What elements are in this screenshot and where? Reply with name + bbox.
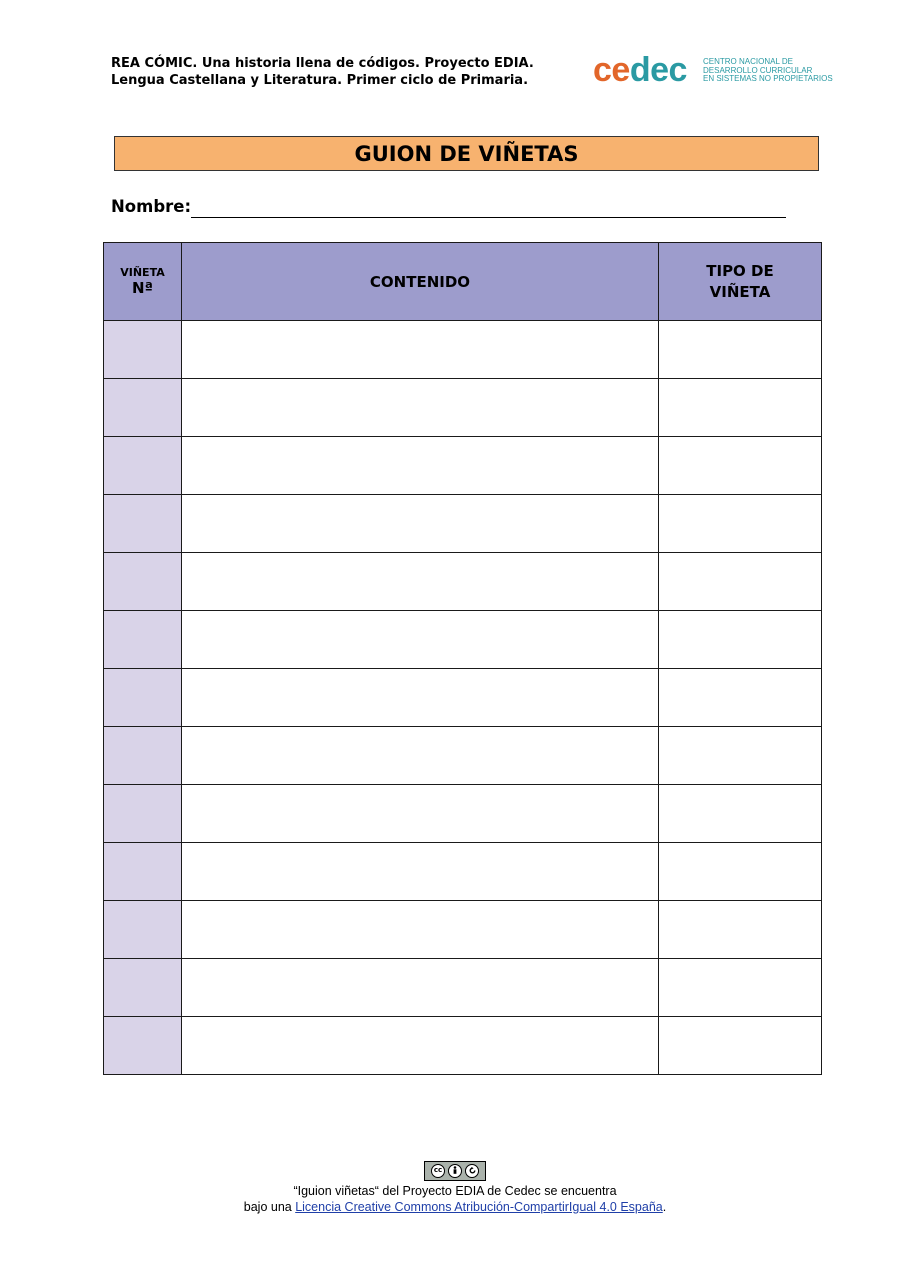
cell-content[interactable]: [182, 437, 659, 495]
table-row: [104, 727, 822, 785]
license-text: [0, 1183, 910, 1215]
header-panel-number-line-1: VIÑETA: [120, 266, 165, 279]
logo-wordmark: [593, 52, 687, 88]
cell-content[interactable]: [182, 553, 659, 611]
cell-panel-number[interactable]: [104, 495, 182, 553]
header-panel-number-line-2: Nª: [131, 279, 153, 297]
cell-panel-type[interactable]: [659, 553, 822, 611]
logo-word-dec: dec: [629, 51, 687, 89]
logo-subtitle-line-1: CENTRO NACIONAL DE: [703, 57, 793, 66]
cedec-logo: [593, 51, 833, 92]
cell-panel-number[interactable]: [104, 785, 182, 843]
share-alike-icon: [465, 1164, 479, 1178]
cell-content[interactable]: [182, 321, 659, 379]
cell-panel-number[interactable]: [104, 959, 182, 1017]
cell-panel-number[interactable]: [104, 379, 182, 437]
cell-panel-number[interactable]: [104, 901, 182, 959]
license-line-2: [0, 1199, 910, 1215]
cell-content[interactable]: [182, 611, 659, 669]
header-line-1: REA CÓMIC. Una historia llena de códigos. Proyecto EDIA.: [111, 56, 534, 71]
cell-panel-type[interactable]: [659, 1017, 822, 1075]
table-row: [104, 785, 822, 843]
cell-panel-type[interactable]: [659, 379, 822, 437]
header-content: CONTENIDO: [182, 243, 659, 321]
table-row: [104, 321, 822, 379]
license-line-2-suffix: .: [662, 1199, 667, 1214]
cell-panel-type[interactable]: [659, 901, 822, 959]
name-write-line[interactable]: [191, 217, 786, 218]
cc-by-sa-icon[interactable]: [424, 1161, 486, 1181]
table-row: [104, 1017, 822, 1075]
license-line-2-prefix: bajo una: [243, 1199, 296, 1214]
cell-panel-number[interactable]: [104, 321, 182, 379]
cell-content[interactable]: [182, 959, 659, 1017]
cell-content[interactable]: [182, 843, 659, 901]
cell-panel-number[interactable]: [104, 553, 182, 611]
name-field: [111, 197, 791, 219]
cell-panel-type[interactable]: [659, 437, 822, 495]
storyboard-table: [103, 242, 822, 1075]
logo-subtitle: [703, 58, 833, 84]
table-row: [104, 669, 822, 727]
page-title: GUION DE VIÑETAS: [114, 136, 819, 171]
cell-content[interactable]: [182, 495, 659, 553]
attribution-icon: [448, 1164, 462, 1178]
cell-panel-number[interactable]: [104, 669, 182, 727]
cell-panel-type[interactable]: [659, 321, 822, 379]
cell-content[interactable]: [182, 901, 659, 959]
header-panel-type-line-2: VIÑETA: [709, 282, 771, 301]
table-header-row: [104, 243, 822, 321]
name-label: Nombre:: [111, 197, 192, 216]
cell-content[interactable]: [182, 379, 659, 437]
license-footer: [0, 1157, 910, 1215]
header-line-2: Lengua Castellana y Literatura. Primer ciclo de Primaria.: [111, 73, 529, 88]
cc-icon: cc: [431, 1164, 445, 1178]
table-row: [104, 611, 822, 669]
cell-panel-number[interactable]: [104, 611, 182, 669]
table-row: [104, 379, 822, 437]
cell-panel-type[interactable]: [659, 785, 822, 843]
cell-panel-number[interactable]: [104, 437, 182, 495]
table-row: [104, 843, 822, 901]
cell-content[interactable]: [182, 1017, 659, 1075]
cell-panel-type[interactable]: [659, 611, 822, 669]
cell-panel-number[interactable]: [104, 727, 182, 785]
cell-panel-type[interactable]: [659, 727, 822, 785]
table-row: [104, 901, 822, 959]
cell-panel-number[interactable]: [104, 843, 182, 901]
logo-subtitle-line-2: DESARROLLO CURRICULAR: [703, 65, 813, 75]
header-panel-number: [104, 243, 182, 321]
cell-panel-type[interactable]: [659, 843, 822, 901]
cell-panel-type[interactable]: [659, 669, 822, 727]
table-row: [104, 495, 822, 553]
cell-panel-type[interactable]: [659, 959, 822, 1017]
cell-panel-number[interactable]: [104, 1017, 182, 1075]
header-panel-type-line-1: TIPO DE: [706, 261, 774, 280]
table-row: [104, 553, 822, 611]
license-line-1: “Iguion viñetas“ del Proyecto EDIA de Cedec se encuentra: [293, 1183, 617, 1198]
document-header: [111, 55, 534, 89]
cell-content[interactable]: [182, 785, 659, 843]
table-body: [104, 321, 822, 1075]
table-row: [104, 437, 822, 495]
logo-subtitle-line-3: EN SISTEMAS NO PROPIETARIOS: [703, 74, 833, 83]
license-link[interactable]: Licencia Creative Commons Atribución-CompartirIgual 4.0 España: [295, 1199, 663, 1214]
header-panel-type: [659, 243, 822, 321]
table-row: [104, 959, 822, 1017]
cell-panel-type[interactable]: [659, 495, 822, 553]
logo-word-ce: ce: [593, 51, 630, 89]
cell-content[interactable]: [182, 727, 659, 785]
cell-content[interactable]: [182, 669, 659, 727]
